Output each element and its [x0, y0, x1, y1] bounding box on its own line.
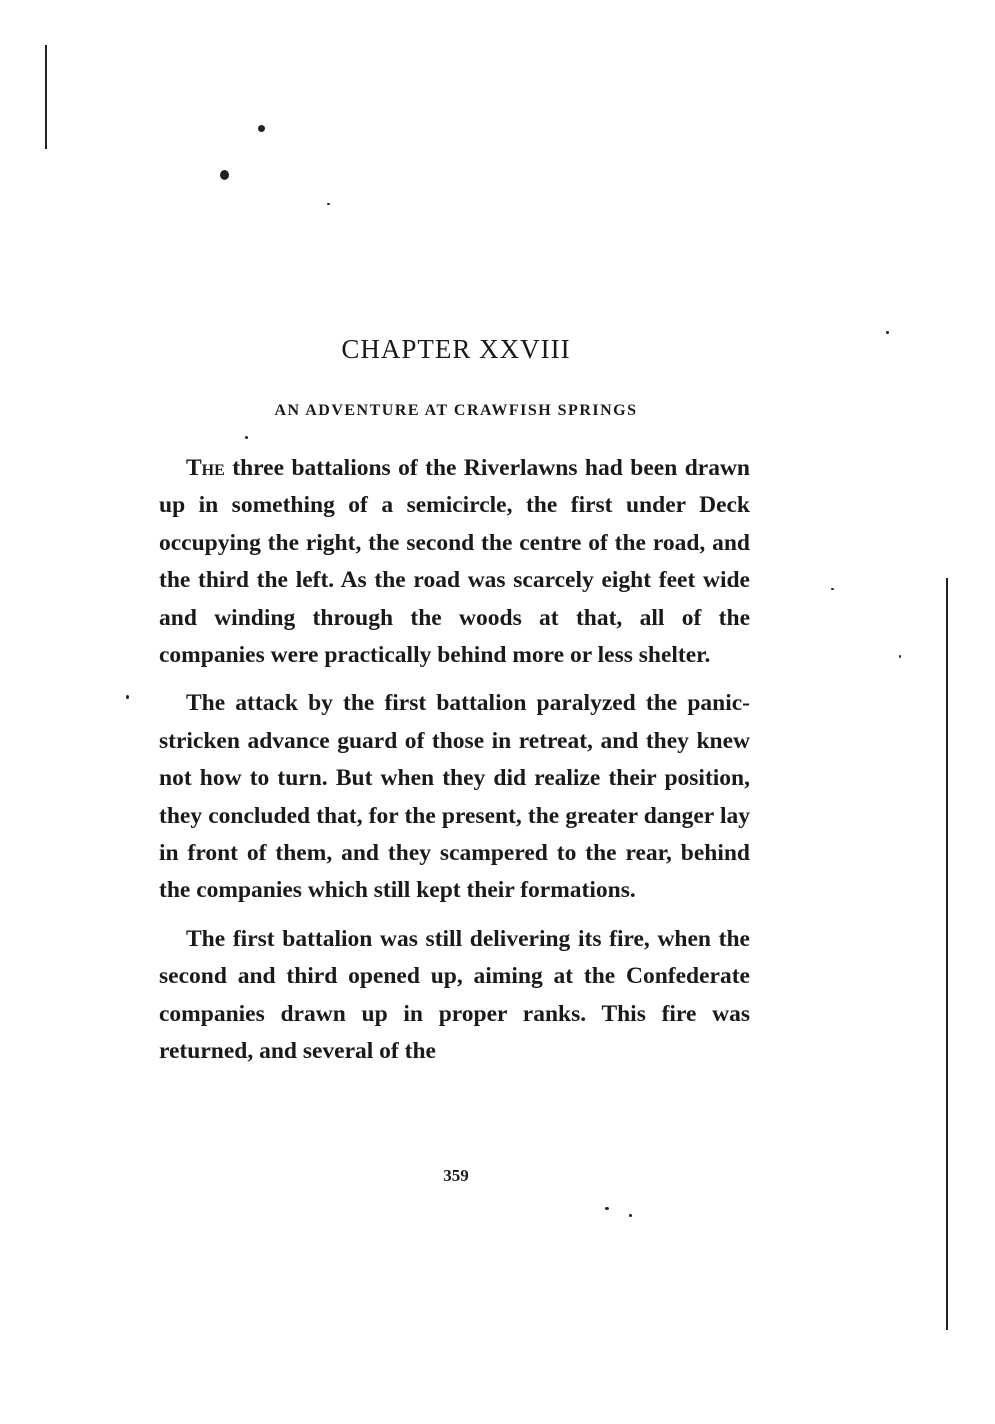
- paragraph: [159, 685, 750, 909]
- scan-speck: [629, 1214, 632, 1217]
- paragraph: [159, 450, 750, 674]
- chapter-body: [159, 450, 750, 1071]
- chapter-subtitle: AN ADVENTURE AT CRAWFISH SPRINGS: [274, 402, 638, 419]
- scan-speck: [327, 203, 330, 205]
- scan-speck: [831, 588, 834, 590]
- paragraph-lead-word: The: [186, 455, 225, 481]
- scan-speck: [258, 125, 265, 132]
- scan-speck: [605, 1207, 609, 1210]
- scan-edge-line-left: [45, 45, 47, 149]
- scan-speck: [245, 436, 248, 439]
- paragraph-text: The attack by the first battalion paralyzed the panic-stricken advance guard of those in retreat, and they knew not how to turn. But when they did realize their position, they concluded that, for the present, the greater danger lay in front of them, and they scampered to the rear, behind the companies which still kept their formations.: [159, 690, 750, 904]
- chapter-title: CHAPTER XXVIII: [341, 334, 571, 364]
- page-number: 359: [443, 1166, 469, 1185]
- scan-speck: [899, 655, 901, 658]
- scan-edge-line-right: [946, 578, 948, 1330]
- scan-speck: [126, 695, 129, 699]
- paragraph-text: The first battalion was still delivering its fire, when the second and third opened up, aiming at the Confederate companies drawn up in proper ranks. This fire was returned, and several of the: [159, 925, 750, 1065]
- paragraph-text: three battalions of the Riverlawns had been drawn up in something of a semicircle, the first under Deck occupying the right, the second the centre of the road, and the third the left. As the road was scarcely eight feet wide and winding through the woods at that, all of the companies were practically behind more or less shelter.: [159, 455, 750, 669]
- paragraph: [159, 921, 750, 1071]
- scan-speck: [220, 170, 229, 180]
